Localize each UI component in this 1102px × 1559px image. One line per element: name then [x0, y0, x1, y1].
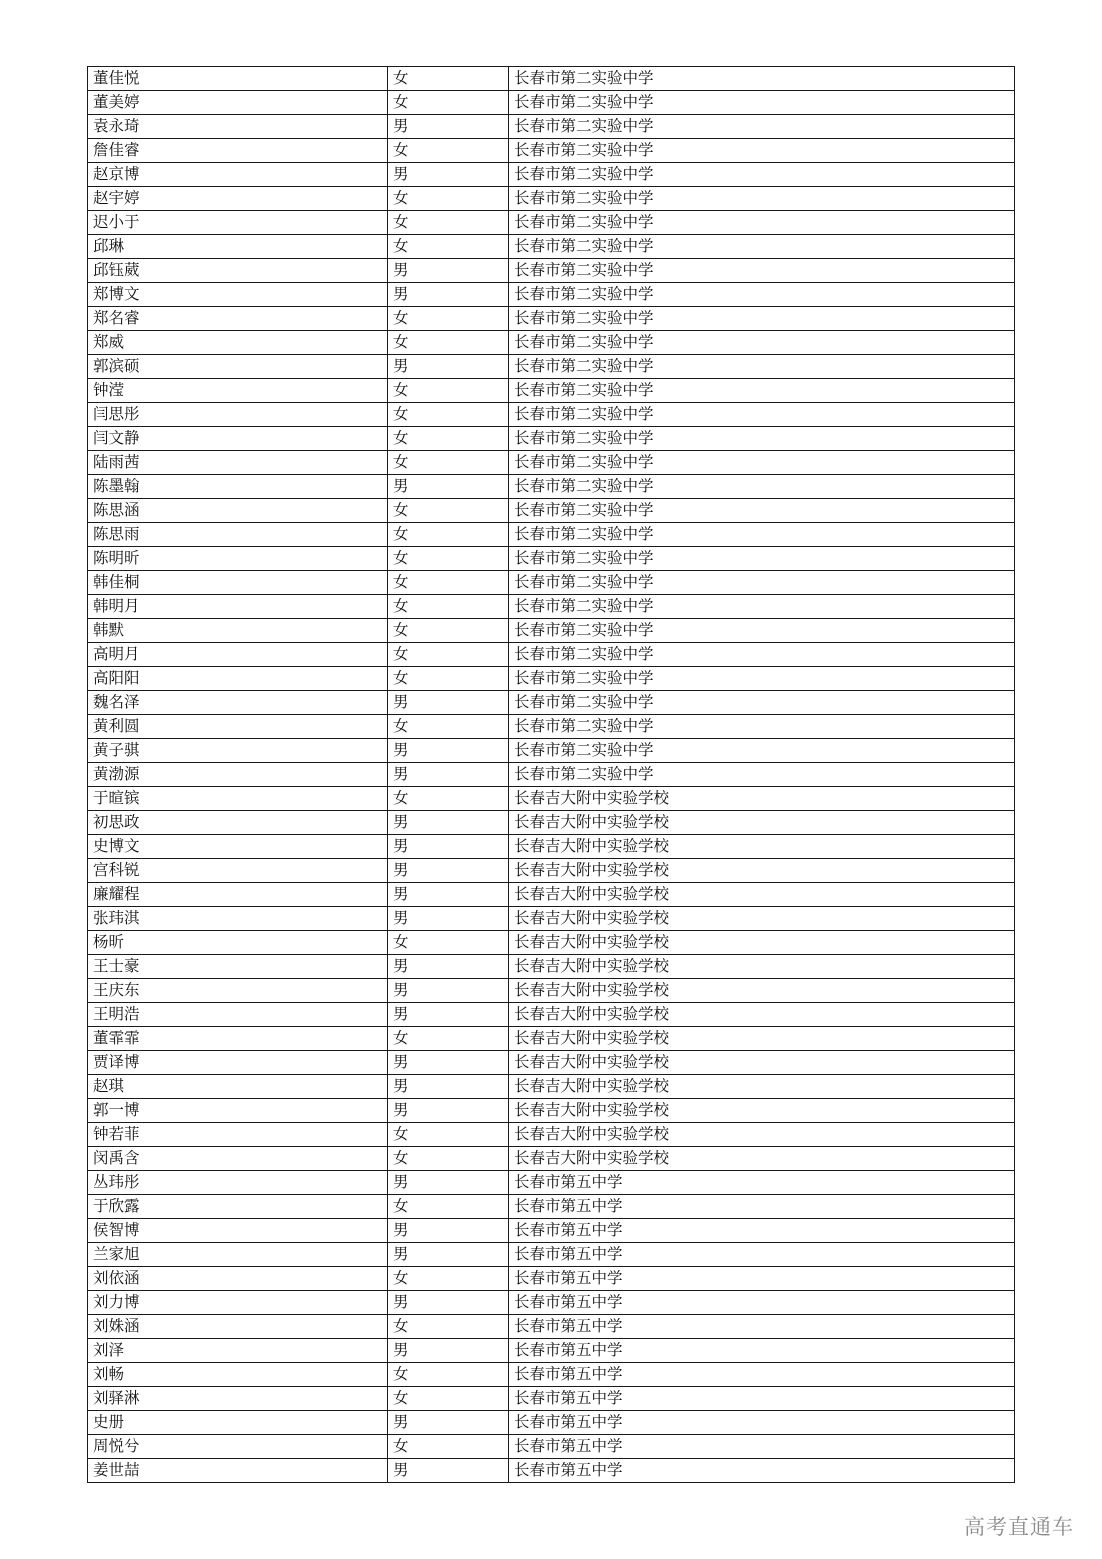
table-row — [88, 955, 1015, 979]
table-row — [88, 1219, 1015, 1243]
table-row — [88, 331, 1015, 355]
student-name-cell: 袁永琦 — [88, 115, 388, 139]
student-name-cell: 闫文静 — [88, 427, 388, 451]
student-name-cell: 董霏霏 — [88, 1027, 388, 1051]
table-row — [88, 595, 1015, 619]
table-row — [88, 1027, 1015, 1051]
gender-cell: 女 — [388, 307, 509, 331]
student-name-cell: 陈思涵 — [88, 499, 388, 523]
gender-cell: 男 — [388, 1003, 509, 1027]
student-name-cell: 刘驿淋 — [88, 1387, 388, 1411]
school-cell: 长春吉大附中实验学校 — [509, 1147, 1015, 1171]
student-name-cell: 周悦兮 — [88, 1435, 388, 1459]
student-name-cell: 詹佳睿 — [88, 139, 388, 163]
gender-cell: 女 — [388, 91, 509, 115]
student-name-cell: 杨昕 — [88, 931, 388, 955]
student-name-cell: 丛玮彤 — [88, 1171, 388, 1195]
gender-cell: 男 — [388, 1171, 509, 1195]
gender-cell: 女 — [388, 787, 509, 811]
gender-cell: 男 — [388, 1243, 509, 1267]
table-row — [88, 1363, 1015, 1387]
gender-cell: 女 — [388, 427, 509, 451]
table-row — [88, 1459, 1015, 1483]
table-row — [88, 763, 1015, 787]
school-cell: 长春市第五中学 — [509, 1363, 1015, 1387]
school-cell: 长春市第二实验中学 — [509, 283, 1015, 307]
gender-cell: 女 — [388, 1123, 509, 1147]
school-cell: 长春吉大附中实验学校 — [509, 1099, 1015, 1123]
school-cell: 长春吉大附中实验学校 — [509, 859, 1015, 883]
gender-cell: 女 — [388, 595, 509, 619]
table-row — [88, 379, 1015, 403]
gender-cell: 男 — [388, 883, 509, 907]
table-row — [88, 307, 1015, 331]
table-row — [88, 1387, 1015, 1411]
school-cell: 长春吉大附中实验学校 — [509, 955, 1015, 979]
gender-cell: 男 — [388, 763, 509, 787]
student-name-cell: 黄利圆 — [88, 715, 388, 739]
school-cell: 长春吉大附中实验学校 — [509, 1003, 1015, 1027]
school-cell: 长春市第二实验中学 — [509, 595, 1015, 619]
table-row — [88, 1243, 1015, 1267]
gender-cell: 女 — [388, 931, 509, 955]
school-cell: 长春吉大附中实验学校 — [509, 835, 1015, 859]
school-cell: 长春市第五中学 — [509, 1387, 1015, 1411]
school-cell: 长春市第五中学 — [509, 1291, 1015, 1315]
gender-cell: 女 — [388, 379, 509, 403]
student-name-cell: 郑博文 — [88, 283, 388, 307]
school-cell: 长春市第二实验中学 — [509, 235, 1015, 259]
student-name-cell: 韩默 — [88, 619, 388, 643]
gender-cell: 男 — [388, 1411, 509, 1435]
gender-cell: 女 — [388, 523, 509, 547]
table-row — [88, 403, 1015, 427]
school-cell: 长春市第二实验中学 — [509, 667, 1015, 691]
roster-body — [88, 67, 1015, 1483]
gender-cell: 男 — [388, 1339, 509, 1363]
school-cell: 长春市第二实验中学 — [509, 763, 1015, 787]
gender-cell: 男 — [388, 355, 509, 379]
gender-cell: 女 — [388, 571, 509, 595]
table-row — [88, 1099, 1015, 1123]
table-row — [88, 571, 1015, 595]
gender-cell: 男 — [388, 1459, 509, 1483]
school-cell: 长春市第二实验中学 — [509, 715, 1015, 739]
gender-cell: 男 — [388, 955, 509, 979]
student-name-cell: 董佳悦 — [88, 67, 388, 91]
student-name-cell: 钟滢 — [88, 379, 388, 403]
table-row — [88, 163, 1015, 187]
student-name-cell: 侯智博 — [88, 1219, 388, 1243]
gender-cell: 女 — [388, 1315, 509, 1339]
gender-cell: 男 — [388, 283, 509, 307]
table-row — [88, 715, 1015, 739]
student-name-cell: 贾译博 — [88, 1051, 388, 1075]
table-row — [88, 355, 1015, 379]
school-cell: 长春市第二实验中学 — [509, 307, 1015, 331]
student-name-cell: 宫科锐 — [88, 859, 388, 883]
table-row — [88, 211, 1015, 235]
table-row — [88, 1003, 1015, 1027]
school-cell: 长春市第五中学 — [509, 1243, 1015, 1267]
table-row — [88, 691, 1015, 715]
school-cell: 长春市第五中学 — [509, 1411, 1015, 1435]
student-name-cell: 闵禹含 — [88, 1147, 388, 1171]
table-row — [88, 667, 1015, 691]
table-row — [88, 1411, 1015, 1435]
gender-cell: 女 — [388, 1387, 509, 1411]
gender-cell: 女 — [388, 499, 509, 523]
student-name-cell: 于欣露 — [88, 1195, 388, 1219]
student-name-cell: 史博文 — [88, 835, 388, 859]
table-row — [88, 67, 1015, 91]
table-row — [88, 1195, 1015, 1219]
table-row — [88, 859, 1015, 883]
table-row — [88, 91, 1015, 115]
table-row — [88, 739, 1015, 763]
school-cell: 长春市第二实验中学 — [509, 163, 1015, 187]
table-row — [88, 115, 1015, 139]
gender-cell: 女 — [388, 331, 509, 355]
school-cell: 长春吉大附中实验学校 — [509, 907, 1015, 931]
student-name-cell: 黄渤源 — [88, 763, 388, 787]
school-cell: 长春吉大附中实验学校 — [509, 979, 1015, 1003]
student-name-cell: 郭一博 — [88, 1099, 388, 1123]
table-row — [88, 139, 1015, 163]
table-row — [88, 1171, 1015, 1195]
gender-cell: 男 — [388, 811, 509, 835]
table-row — [88, 451, 1015, 475]
gender-cell: 女 — [388, 139, 509, 163]
gender-cell: 男 — [388, 739, 509, 763]
student-name-cell: 迟小于 — [88, 211, 388, 235]
student-name-cell: 张玮淇 — [88, 907, 388, 931]
gender-cell: 女 — [388, 187, 509, 211]
school-cell: 长春市第二实验中学 — [509, 643, 1015, 667]
school-cell: 长春市第二实验中学 — [509, 355, 1015, 379]
gender-cell: 男 — [388, 1219, 509, 1243]
student-name-cell: 赵宇婷 — [88, 187, 388, 211]
table-row — [88, 907, 1015, 931]
school-cell: 长春市第二实验中学 — [509, 619, 1015, 643]
table-row — [88, 811, 1015, 835]
gender-cell: 男 — [388, 907, 509, 931]
student-name-cell: 郭滨硕 — [88, 355, 388, 379]
student-name-cell: 郑威 — [88, 331, 388, 355]
student-name-cell: 陈思雨 — [88, 523, 388, 547]
school-cell: 长春市第二实验中学 — [509, 91, 1015, 115]
table-row — [88, 1075, 1015, 1099]
student-name-cell: 陆雨茜 — [88, 451, 388, 475]
school-cell: 长春市第五中学 — [509, 1195, 1015, 1219]
school-cell: 长春市第二实验中学 — [509, 259, 1015, 283]
gender-cell: 女 — [388, 619, 509, 643]
student-name-cell: 王士豪 — [88, 955, 388, 979]
school-cell: 长春市第二实验中学 — [509, 403, 1015, 427]
school-cell: 长春市第二实验中学 — [509, 211, 1015, 235]
student-name-cell: 刘依涵 — [88, 1267, 388, 1291]
gender-cell: 女 — [388, 1435, 509, 1459]
student-name-cell: 姜世喆 — [88, 1459, 388, 1483]
gender-cell: 男 — [388, 1051, 509, 1075]
gender-cell: 男 — [388, 835, 509, 859]
student-name-cell: 郑名睿 — [88, 307, 388, 331]
table-row — [88, 1291, 1015, 1315]
table-row — [88, 619, 1015, 643]
gender-cell: 女 — [388, 1195, 509, 1219]
gender-cell: 男 — [388, 115, 509, 139]
student-name-cell: 于暄镔 — [88, 787, 388, 811]
student-name-cell: 邱钰葳 — [88, 259, 388, 283]
gender-cell: 女 — [388, 1147, 509, 1171]
school-cell: 长春市第二实验中学 — [509, 67, 1015, 91]
school-cell: 长春市第五中学 — [509, 1315, 1015, 1339]
school-cell: 长春市第五中学 — [509, 1171, 1015, 1195]
table-row — [88, 499, 1015, 523]
table-row — [88, 979, 1015, 1003]
student-name-cell: 王庆东 — [88, 979, 388, 1003]
gender-cell: 女 — [388, 547, 509, 571]
table-row — [88, 475, 1015, 499]
school-cell: 长春市第五中学 — [509, 1459, 1015, 1483]
student-name-cell: 刘姝涵 — [88, 1315, 388, 1339]
table-row — [88, 883, 1015, 907]
student-name-cell: 闫思彤 — [88, 403, 388, 427]
school-cell: 长春吉大附中实验学校 — [509, 1123, 1015, 1147]
school-cell: 长春市第二实验中学 — [509, 691, 1015, 715]
school-cell: 长春市第五中学 — [509, 1219, 1015, 1243]
school-cell: 长春市第二实验中学 — [509, 499, 1015, 523]
gender-cell: 男 — [388, 259, 509, 283]
student-name-cell: 高明月 — [88, 643, 388, 667]
table-row — [88, 1315, 1015, 1339]
gender-cell: 男 — [388, 475, 509, 499]
student-name-cell: 陈墨翰 — [88, 475, 388, 499]
school-cell: 长春市第二实验中学 — [509, 451, 1015, 475]
table-row — [88, 931, 1015, 955]
school-cell: 长春吉大附中实验学校 — [509, 931, 1015, 955]
student-name-cell: 赵京博 — [88, 163, 388, 187]
school-cell: 长春市第二实验中学 — [509, 187, 1015, 211]
table-row — [88, 1435, 1015, 1459]
student-name-cell: 刘泽 — [88, 1339, 388, 1363]
table-row — [88, 427, 1015, 451]
table-row — [88, 283, 1015, 307]
school-cell: 长春市第二实验中学 — [509, 523, 1015, 547]
table-row — [88, 1339, 1015, 1363]
student-name-cell: 兰家旭 — [88, 1243, 388, 1267]
table-row — [88, 187, 1015, 211]
table-row — [88, 547, 1015, 571]
gender-cell: 女 — [388, 235, 509, 259]
school-cell: 长春市第二实验中学 — [509, 139, 1015, 163]
school-cell: 长春市第五中学 — [509, 1435, 1015, 1459]
gender-cell: 女 — [388, 1363, 509, 1387]
gender-cell: 男 — [388, 859, 509, 883]
gender-cell: 女 — [388, 67, 509, 91]
school-cell: 长春市第二实验中学 — [509, 739, 1015, 763]
gender-cell: 女 — [388, 451, 509, 475]
student-name-cell: 陈明昕 — [88, 547, 388, 571]
student-name-cell: 韩佳桐 — [88, 571, 388, 595]
gender-cell: 女 — [388, 715, 509, 739]
gender-cell: 女 — [388, 211, 509, 235]
table-row — [88, 835, 1015, 859]
table-row — [88, 523, 1015, 547]
school-cell: 长春市第二实验中学 — [509, 331, 1015, 355]
table-row — [88, 787, 1015, 811]
student-name-cell: 刘畅 — [88, 1363, 388, 1387]
table-row — [88, 1267, 1015, 1291]
gender-cell: 女 — [388, 643, 509, 667]
gender-cell: 男 — [388, 163, 509, 187]
student-name-cell: 董美婷 — [88, 91, 388, 115]
student-name-cell: 刘力博 — [88, 1291, 388, 1315]
gender-cell: 男 — [388, 1099, 509, 1123]
school-cell: 长春吉大附中实验学校 — [509, 811, 1015, 835]
school-cell: 长春吉大附中实验学校 — [509, 1075, 1015, 1099]
school-cell: 长春吉大附中实验学校 — [509, 1051, 1015, 1075]
student-name-cell: 韩明月 — [88, 595, 388, 619]
gender-cell: 女 — [388, 667, 509, 691]
school-cell: 长春吉大附中实验学校 — [509, 883, 1015, 907]
school-cell: 长春市第二实验中学 — [509, 571, 1015, 595]
gender-cell: 男 — [388, 691, 509, 715]
table-row — [88, 235, 1015, 259]
student-name-cell: 王明浩 — [88, 1003, 388, 1027]
student-name-cell: 初思政 — [88, 811, 388, 835]
student-name-cell: 黄子骐 — [88, 739, 388, 763]
student-name-cell: 邱琳 — [88, 235, 388, 259]
gender-cell: 男 — [388, 1075, 509, 1099]
gender-cell: 女 — [388, 403, 509, 427]
school-cell: 长春吉大附中实验学校 — [509, 1027, 1015, 1051]
school-cell: 长春市第二实验中学 — [509, 427, 1015, 451]
student-name-cell: 高阳阳 — [88, 667, 388, 691]
school-cell: 长春市第二实验中学 — [509, 115, 1015, 139]
gender-cell: 男 — [388, 1291, 509, 1315]
watermark-text: 高考直通车 — [964, 1515, 1074, 1539]
table-row — [88, 643, 1015, 667]
school-cell: 长春市第二实验中学 — [509, 547, 1015, 571]
student-name-cell: 赵琪 — [88, 1075, 388, 1099]
table-row — [88, 259, 1015, 283]
student-name-cell: 魏名泽 — [88, 691, 388, 715]
school-cell: 长春市第五中学 — [509, 1267, 1015, 1291]
table-row — [88, 1051, 1015, 1075]
student-name-cell: 钟若菲 — [88, 1123, 388, 1147]
table-row — [88, 1147, 1015, 1171]
gender-cell: 女 — [388, 1267, 509, 1291]
school-cell: 长春市第二实验中学 — [509, 475, 1015, 499]
table-row — [88, 1123, 1015, 1147]
gender-cell: 女 — [388, 1027, 509, 1051]
school-cell: 长春市第五中学 — [509, 1339, 1015, 1363]
student-roster-table — [87, 66, 1015, 1483]
gender-cell: 男 — [388, 979, 509, 1003]
student-name-cell: 史册 — [88, 1411, 388, 1435]
student-name-cell: 廉耀程 — [88, 883, 388, 907]
school-cell: 长春市第二实验中学 — [509, 379, 1015, 403]
school-cell: 长春吉大附中实验学校 — [509, 787, 1015, 811]
